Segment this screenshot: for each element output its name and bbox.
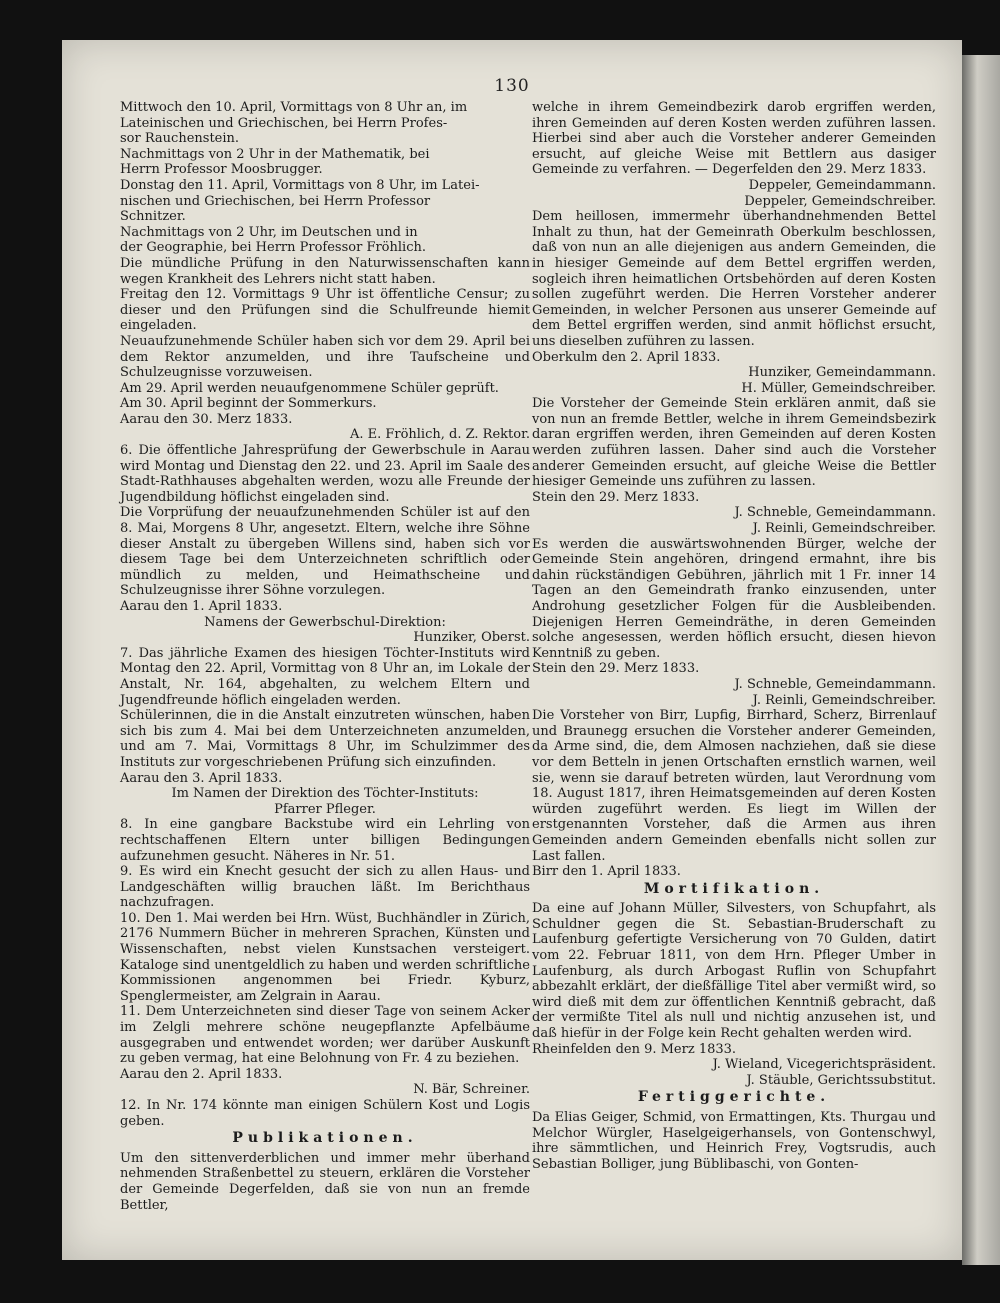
paragraph: 9. Es wird ein Knecht gesucht der sich zu allen Haus- und Landgeschäften willig brauchen läßt. Im Berichthaus nachzufragen.	[120, 864, 530, 911]
paragraph: welche in ihrem Gemeindbezirk darob ergriffen werden, ihren Gemeinden auf deren Kosten werden zuführen lassen. Hierbei sind aber auch die Vorsteher anderer Gemeinden ersucht, auf gleiche Weise mit Bettlern aus dasiger Gemeinde zu verfahren. — Degerfelden den 29. Merz 1833.	[532, 100, 936, 178]
signature: A. E. Fröhlich, d. Z. Rektor.	[349, 427, 530, 443]
paragraph: 10. Den 1. Mai werden bei Hrn. Wüst, Buchhändler in Zürich, 2176 Nummern Bücher in mehreren Sprachen, Künsten und Wissenschaften, nebst vielen Kunstsachen versteigert. Kataloge sind unentgeldlich zu haben und werden schriftliche Kommissionen angenommen bei Friedr. Kyburz, Spenglermeister, am Zelgrain in Aarau.	[120, 910, 531, 1004]
paragraph: Die mündliche Prüfung in den Naturwissenschaften kann wegen Krankheit des Lehrers nicht statt haben.	[120, 255, 530, 287]
paragraph: Neuaufzunehmende Schüler haben sich vor dem 29. April bei dem Rektor anzumelden, und ihre Taufscheine und Schulzeugnisse vorzuweisen.	[120, 333, 530, 381]
paragraph: Die Vorsteher der Gemeinde Stein erklären anmit, daß sie von nun an fremde Bettler, welche in ihrem Gemeindsbezirk daran ergriffen werden, ihren Gemeinden auf deren Kosten werden zuführen lassen. Daher sind auch die Vorsteher anderer Gemeinden ersucht, auf gleiche Weise die Bettler hiesiger Gemeinde uns zuführen zu lassen.	[532, 396, 936, 490]
paragraph: Aarau den 2. April 1833.	[120, 1066, 283, 1082]
paragraph: Da eine auf Johann Müller, Silvesters, von Schupfahrt, als Schuldner gegen die St. Sebastian-Bruderschaft zu Laufenburg gefertigte Versicherung von 70 Gulden, datirt vom 22. Februar 1811, von dem Hrn. Pfleger Umber in Laufenburg, als durch Arbogast Ruflin von Schupfahrt abbezahlt erklärt, der dießfällige Titel aber vermißt wird, so wird dieß mit dem zur öffentlichen Kenntniß gebracht, daß der vermißte Titel als null und nichtig anzusehen ist, und daß hiefür in der Folge kein Recht gehalten werden wird.	[532, 901, 936, 1042]
paragraph: Dem heillosen, immermehr überhandnehmenden Bettel Inhalt zu thun, hat der Gemeinrath Oberkulm beschlossen, daß von nun an alle diejenigen aus andern Gemeinden, die in hiesiger Gemeinde auf dem Bettel ergriffen werden, sogleich ihren heimatlichen Ortsbehörden auf deren Kosten sollen zugeführt werden. Die Herren Vorsteher anderer Gemeinden, in welcher Personen aus unserer Gemeinde auf dem Bettel ergriffen werden, sind anmit höflichst ersucht, uns dieselben zuführen zu lassen.	[532, 209, 936, 349]
signature: Hunziker, Gemeindammann. H. Müller, Gemeindschreiber.	[741, 365, 936, 396]
paragraph: Freitag den 12. Vormittags 9 Uhr ist öffentliche Censur; zu dieser und den Prüfungen sind die Schulfreunde hiemit eingeladen.	[120, 287, 530, 334]
section-heading: Mortifikation.	[643, 880, 825, 897]
paragraph: 11. Dem Unterzeichneten sind dieser Tage von seinem Acker im Zelgli mehrere schöne neugepflanzte Apfelbäume ausgegraben und entwendet worden; wer darüber Auskunft zu geben vermag, hat eine Belohnung von Fr. 4 zu beziehen.	[120, 1004, 530, 1067]
paragraph: Um den sittenverderblichen und immer mehr überhand nehmenden Straßenbettel zu steuern, erklären die Vorsteher der Gemeinde Degerfelden, daß sie von nun an fremde Bettler,	[120, 1150, 530, 1213]
paragraph: Die Vorprüfung der neuaufzunehmenden Schüler ist auf den 8. Mai, Morgens 8 Uhr, angesetzt. Eltern, welche ihre Söhne dieser Anstalt zu übergeben Willens sind, haben sich vor diesem Tage bei dem Unterzeichneten schriftlich oder mündlich zu melden, und Heimathscheine und Schulzeugnisse ihrer Söhne vorzulegen.	[120, 505, 530, 599]
paragraph: 7. Das jährliche Examen des hiesigen Töchter-Instituts wird Montag den 22. April, Vormittag von 8 Uhr an, im Lokale der Anstalt, Nr. 164, abgehalten, zu welchem Eltern und Jugendfreunde höflich eingeladen werden.	[120, 645, 530, 708]
section-heading: Publikationen.	[232, 1130, 418, 1147]
paragraph: Rheinfelden den 9. Merz 1833.	[532, 1041, 737, 1057]
paragraph: Schülerinnen, die in die Anstalt einzutreten wünschen, haben sich bis zum 4. Mai bei dem Unterzeichneten anzumelden, und am 7. Mai, Vormittags 8 Uhr, im Schulzimmer des Instituts zur vorgeschriebenen Prüfung sich einzufinden.	[120, 708, 530, 770]
paragraph: Aarau den 30. Merz 1833.	[120, 411, 293, 427]
left-column	[120, 100, 530, 1213]
paragraph: Aarau den 3. April 1833.	[120, 770, 283, 786]
paragraph: 6. Die öffentliche Jahresprüfung der Gewerbschule in Aarau wird Montag und Dienstag den 22. und 23. April im Saale des Stadt-Rathhauses abgehalten werden, wozu alle Freunde der Jugendbildung höflichst eingeladen sind.	[120, 443, 530, 505]
paragraph: Mittwoch den 10. April, Vormittags von 8 Uhr an, im Lateinischen und Griechischen, bei Herrn Profes- sor Rauchenstein. Nachmittags von 2 Uhr in der Mathematik, bei Herrn Professor Moosbrugger.	[120, 100, 468, 178]
paragraph: Am 29. April werden neuaufgenommene Schüler geprüft.	[120, 380, 499, 396]
paragraph: Es werden die auswärtswohnenden Bürger, welche der Gemeinde Stein angehören, dringend ermahnt, ihre bis dahin rückständigen Gebühren, jährlich mit 1 Fr. inner 14 Tagen an den Gemeindrath franko einzusenden, unter Androhung gesetzlicher Folgen für die Ausbleibenden. Diejenigen Herren Gemeindräthe, in deren Gemeinden solche angesessen, werden höflich ersucht, diesen hievon Kenntniß zu geben.	[532, 536, 936, 661]
next-page-edge	[962, 55, 1000, 1265]
paragraph: 12. In Nr. 174 könnte man einigen Schülern Kost und Logis geben.	[120, 1098, 530, 1129]
paragraph: Oberkulm den 2. April 1833.	[532, 349, 721, 365]
section-heading: Fertiggerichte.	[637, 1089, 831, 1106]
centered-line: Namens der Gewerbschul-Direktion:	[204, 614, 446, 630]
signature: Hunziker, Oberst.	[413, 630, 530, 646]
paragraph: Da Elias Geiger, Schmid, von Ermattingen, Kts. Thurgau und Melchor Würgler, Haselgeigerhansels, von Gontenschwyl, ihre sämmtlichen, und Heinrich Frey, Vogtsrudis, auch Sebastian Bolliger, jung Büblibaschi, von Gonten-	[532, 1110, 936, 1172]
centered-line: Pfarrer Pfleger.	[274, 801, 376, 817]
newspaper-page	[62, 40, 962, 1260]
right-column	[532, 100, 936, 1172]
page-number: 130	[494, 76, 530, 96]
paragraph: Stein den 29. Merz 1833.	[532, 661, 700, 677]
paragraph: Stein den 29. Merz 1833.	[532, 489, 700, 505]
centered-line: Im Namen der Direktion des Töchter-Instituts:	[171, 786, 479, 802]
signature: J. Schneble, Gemeindammann. J. Reinli, Gemeindschreiber.	[734, 505, 936, 537]
signature: J. Wieland, Vicegerichtspräsident. J. Stäuble, Gerichtssubstitut.	[712, 1057, 936, 1088]
signature: N. Bär, Schreiner.	[413, 1082, 530, 1098]
paragraph: Am 30. April beginnt der Sommerkurs.	[120, 396, 377, 412]
paragraph: Die Vorsteher von Birr, Lupfig, Birrhard, Scherz, Birrenlauf und Braunegg ersuchen die Vorsteher anderer Gemeinden, da Arme sind, die, dem Almosen nachziehen, daß sie diese vor dem Betteln in jenen Ortschaften ernstlich warnen, weil sie, wenn sie darauf betreten würden, laut Verordnung vom 18. August 1817, ihren Heimatsgemeinden auf deren Kosten würden zugeführt werden. Es liegt im Willen der erstgenannten Vorsteher, daß die Armen aus ihren Gemeinden andern Gemeinden ebenfalls nicht sollen zur Last fallen.	[532, 708, 936, 864]
paragraph: Aarau den 1. April 1833.	[120, 599, 283, 614]
signature: J. Schneble, Gemeindammann. J. Reinli, Gemeindschreiber.	[734, 676, 936, 708]
signature: Deppeler, Gemeindammann. Deppeler, Gemeindschreiber.	[744, 177, 936, 209]
paragraph: Donstag den 11. April, Vormittags von 8 Uhr, im Latei- nischen und Griechischen, bei Herrn Professor Schnitzer. Nachmittags von 2 Uhr, im Deutschen und in der Geographie, bei Herrn Professor Fröhlich.	[120, 177, 480, 256]
paragraph: Birr den 1. April 1833.	[532, 864, 681, 880]
paragraph: 8. In eine gangbare Backstube wird ein Lehrling von rechtschaffenen Eltern unter billigen Bedingungen aufzunehmen gesucht. Näheres in Nr. 51.	[120, 817, 530, 864]
